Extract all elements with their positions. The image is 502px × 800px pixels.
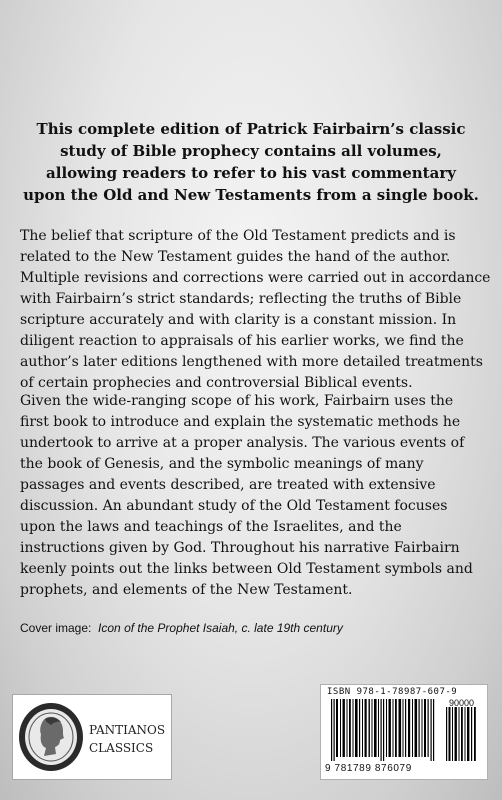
paragraph-line: Given the wide-ranging scope of his work, Fairbairn uses the bbox=[20, 393, 454, 409]
publisher-logo bbox=[12, 694, 172, 780]
paragraph-line: with Fairbairn’s strict standards; reflecting the truths of Bible bbox=[20, 291, 462, 307]
paragraph-line: prophets, and elements of the New Testament. bbox=[20, 582, 353, 598]
publisher-line-2: CLASSICS bbox=[89, 741, 154, 755]
blurb-line: study of Bible prophecy contains all volumes, bbox=[60, 142, 442, 160]
paragraph-line: passages and events described, are treated with extensive bbox=[20, 477, 436, 493]
paragraph-line: first book to introduce and explain the systematic methods he bbox=[20, 414, 461, 430]
description-paragraph-2 bbox=[20, 391, 490, 601]
paragraph-line: The belief that scripture of the Old Testament predicts and is bbox=[20, 228, 456, 244]
paragraph-line: discussion. An abundant study of the Old Testament focuses bbox=[20, 498, 448, 514]
paragraph-line: diligent reaction to appraisals of his earlier works, we find the bbox=[20, 333, 464, 349]
medallion-portrait bbox=[22, 706, 80, 768]
paragraph-line: Multiple revisions and corrections were carried out in accordance bbox=[20, 270, 491, 286]
barcode-addon-digits: 90000 bbox=[449, 698, 475, 708]
blurb-summary bbox=[20, 118, 482, 206]
paragraph-line: the book of Genesis, and the symbolic meanings of many bbox=[20, 456, 424, 472]
credit-label: Cover image: bbox=[20, 621, 92, 635]
description-paragraph-1 bbox=[20, 226, 490, 394]
paragraph-line: of certain prophecies and controversial Biblical events. bbox=[20, 375, 413, 391]
cover-image-credit bbox=[20, 620, 343, 636]
paragraph-line: undertook to arrive at a proper analysis. The various events of bbox=[20, 435, 465, 451]
barcode-digits: 9 781789 876079 bbox=[325, 763, 412, 774]
paragraph-line: scripture accurately and with clarity is a constant mission. In bbox=[20, 312, 457, 328]
isbn-text: ISBN 978-1-78987-607-9 bbox=[327, 687, 458, 697]
paragraph-line: related to the New Testament guides the hand of the author. bbox=[20, 249, 451, 265]
publisher-name bbox=[89, 721, 169, 757]
credit-title: Icon of the Prophet Isaiah, c. late 19th century bbox=[98, 621, 343, 635]
barcode-bars bbox=[329, 699, 479, 763]
paragraph-line: keenly points out the links between Old Testament symbols and bbox=[20, 561, 473, 577]
blurb-line: allowing readers to refer to his vast commentary bbox=[46, 164, 456, 182]
blurb-line: upon the Old and New Testaments from a single book. bbox=[23, 186, 479, 204]
publisher-line-1: PANTIANOS bbox=[89, 723, 166, 737]
paragraph-line: author’s later editions lengthened with more detailed treatments bbox=[20, 354, 483, 370]
blurb-line: This complete edition of Patrick Fairbairn’s classic bbox=[36, 120, 466, 138]
profile-medallion-icon bbox=[19, 703, 83, 771]
paragraph-line: instructions given by God. Throughout his narrative Fairbairn bbox=[20, 540, 460, 556]
isbn-barcode bbox=[320, 684, 488, 780]
paragraph-line: upon the laws and teachings of the Israelites, and the bbox=[20, 519, 402, 535]
